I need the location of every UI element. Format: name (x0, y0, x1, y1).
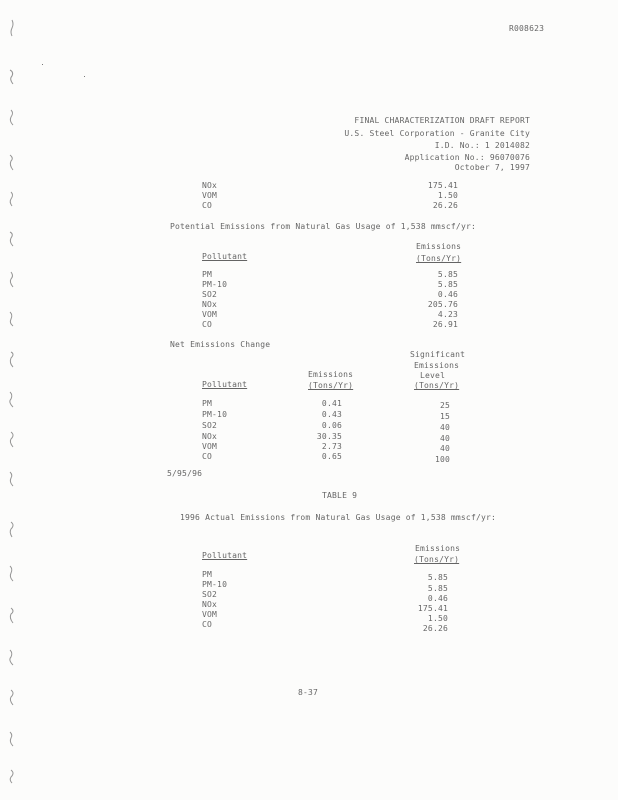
table-row-value: 175.41 (417, 604, 448, 613)
potential-row-pollutant: NOx (202, 300, 218, 309)
net-row-sig: 40 (439, 444, 450, 453)
top-list-value: 175.41 (427, 181, 458, 190)
scan-speck (84, 76, 85, 77)
net-pollutant-header: Pollutant (202, 380, 248, 389)
net-row-pollutant: PM (202, 399, 213, 408)
potential-section-title: Potential Emissions from Natural Gas Usage of 1,538 mmscf/yr: (170, 222, 477, 231)
top-list-label: CO (202, 201, 213, 210)
net-section-title: Net Emissions Change (170, 340, 271, 349)
potential-row-pollutant: VOM (202, 310, 218, 319)
potential-emissions-header-2: (Tons/Yr) (416, 254, 462, 263)
potential-emissions-header-1: Emissions (416, 242, 462, 251)
table-row-pollutant: PM (202, 570, 213, 579)
table-row-value: 5.85 (427, 584, 448, 593)
potential-row-value: 4.23 (437, 310, 458, 319)
table-subtitle: 1996 Actual Emissions from Natural Gas Usage of 1,538 mmscf/yr: (180, 513, 497, 522)
net-row-value: 30.35 (316, 432, 342, 441)
net-row-pollutant: SO2 (202, 421, 218, 430)
net-row-value: 0.41 (321, 399, 342, 408)
potential-row-pollutant: CO (202, 320, 213, 329)
footnote: 5/95/96 (167, 469, 203, 478)
table-row-value: 1.50 (427, 614, 448, 623)
table-emissions-header-2: (Tons/Yr) (414, 555, 460, 564)
potential-row-pollutant: SO2 (202, 290, 218, 299)
top-list-value: 1.50 (437, 191, 458, 200)
potential-pollutant-header: Pollutant (202, 252, 248, 261)
table-title: TABLE 9 (322, 491, 358, 500)
top-list-label: VOM (202, 191, 218, 200)
table-pollutant-header: Pollutant (202, 551, 248, 560)
top-list-value: 26.26 (432, 201, 458, 210)
net-emissions-header-2: (Tons/Yr) (308, 381, 354, 390)
net-row-sig: 25 (439, 401, 450, 410)
table-row-pollutant: PM-10 (202, 580, 228, 589)
net-row-value: 0.06 (321, 421, 342, 430)
net-row-value: 0.43 (321, 410, 342, 419)
table-row-pollutant: CO (202, 620, 213, 629)
header-line-1: FINAL CHARACTERIZATION DRAFT REPORT (354, 116, 530, 125)
header-line-4: Application No.: 96070076 (404, 153, 530, 162)
potential-row-pollutant: PM (202, 270, 213, 279)
table-row-pollutant: VOM (202, 610, 218, 619)
net-row-pollutant: CO (202, 452, 213, 461)
net-row-value: 2.73 (321, 442, 342, 451)
net-row-sig: 100 (434, 455, 450, 464)
net-row-sig: 15 (439, 412, 450, 421)
binder-marks (6, 10, 20, 790)
potential-row-value: 26.91 (432, 320, 458, 329)
document-id: R008623 (509, 24, 545, 33)
potential-row-value: 5.85 (437, 280, 458, 289)
net-sig-header-1: Significant (410, 350, 466, 359)
table-row-value: 26.26 (422, 624, 448, 633)
table-emissions-header-1: Emissions (415, 544, 461, 553)
net-row-sig: 40 (439, 434, 450, 443)
table-row-value: 5.85 (427, 573, 448, 582)
net-row-pollutant: PM-10 (202, 410, 228, 419)
potential-row-value: 205.76 (427, 300, 458, 309)
potential-row-pollutant: PM-10 (202, 280, 228, 289)
binder-marks-graphic (6, 10, 22, 790)
table-row-pollutant: SO2 (202, 590, 218, 599)
potential-row-value: 0.46 (437, 290, 458, 299)
scan-speck (42, 64, 43, 65)
net-row-value: 0.65 (321, 452, 342, 461)
net-row-pollutant: NOx (202, 432, 218, 441)
net-row-pollutant: VOM (202, 442, 218, 451)
potential-row-value: 5.85 (437, 270, 458, 279)
net-sig-header-4: (Tons/Yr) (414, 381, 460, 390)
page-number: 8-37 (298, 688, 319, 697)
net-sig-header-3: Level (420, 371, 446, 380)
header-line-2: U.S. Steel Corporation - Granite City (344, 129, 530, 138)
top-list-label: NOx (202, 181, 218, 190)
net-row-sig: 40 (439, 423, 450, 432)
net-sig-header-2: Emissions (414, 361, 460, 370)
table-row-pollutant: NOx (202, 600, 218, 609)
net-emissions-header-1: Emissions (308, 370, 354, 379)
header-line-5: October 7, 1997 (454, 163, 530, 172)
header-line-3: I.D. No.: 1 2014082 (434, 141, 530, 150)
table-row-value: 0.46 (427, 594, 448, 603)
